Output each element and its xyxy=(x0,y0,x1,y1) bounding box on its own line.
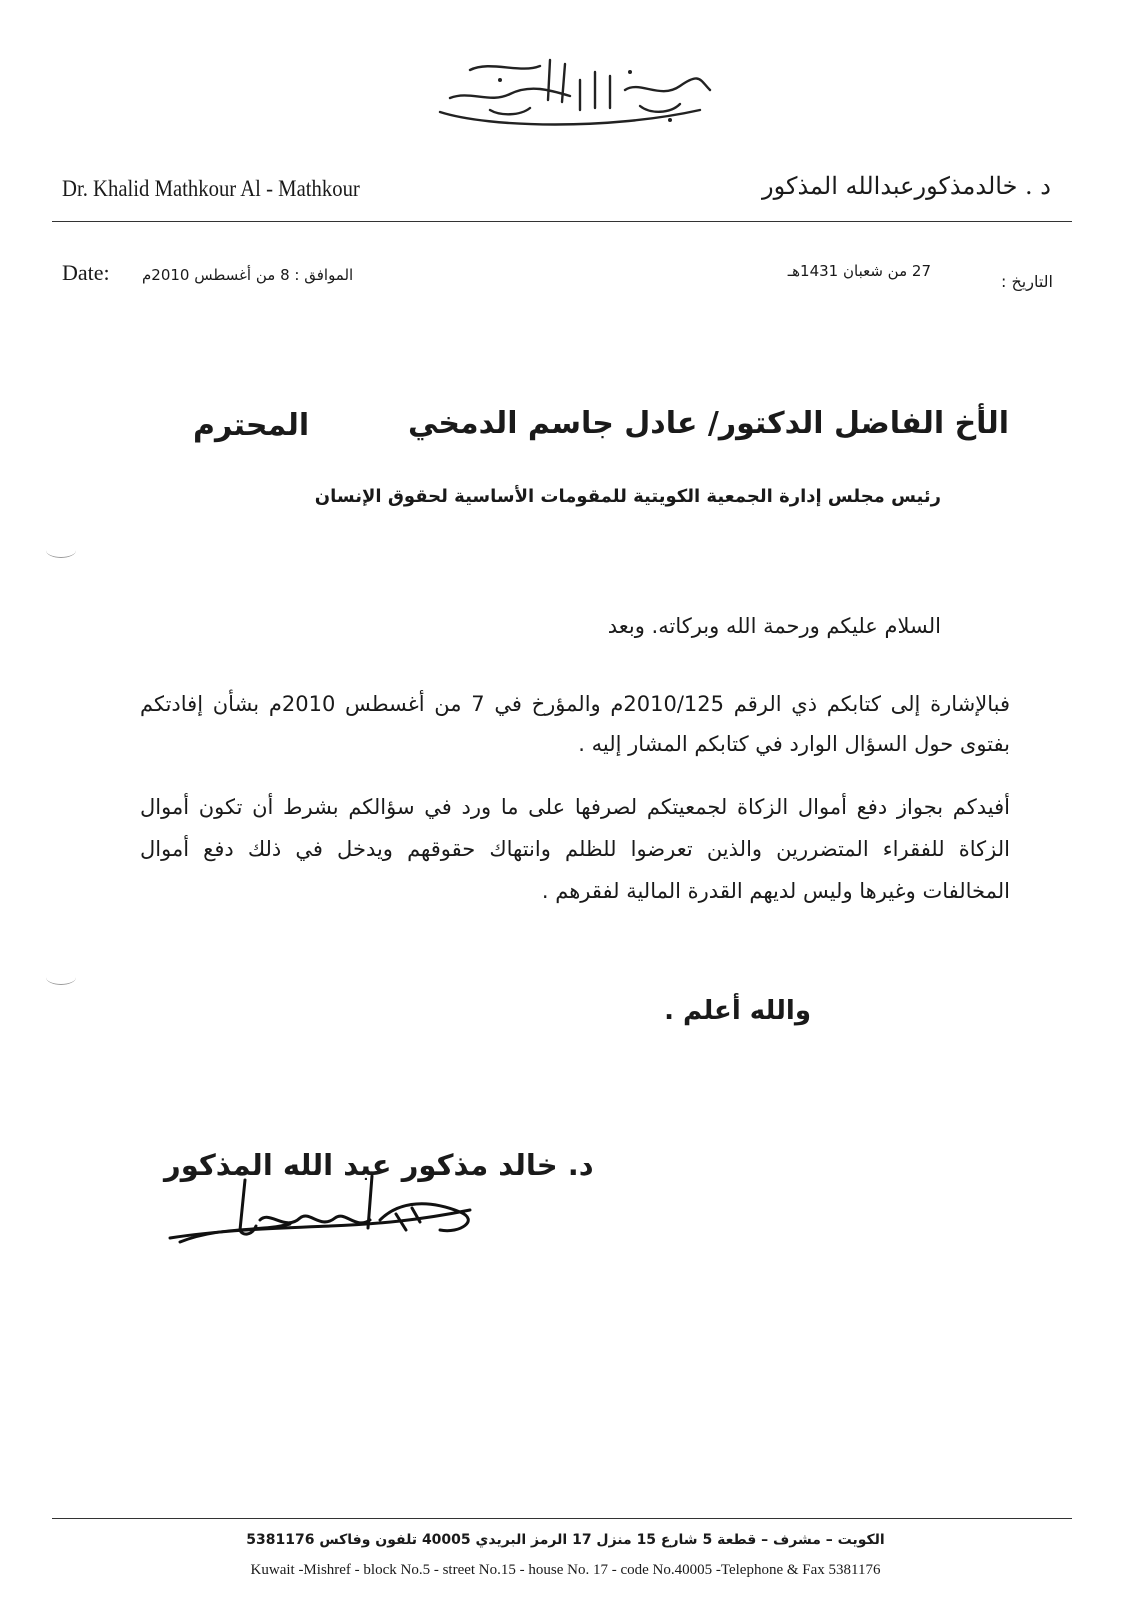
closing-remark: والله أعلم . xyxy=(664,996,811,1026)
handwritten-signature xyxy=(160,1160,490,1260)
letterhead-name-en: Dr. Khalid Mathkour Al - Mathkour xyxy=(62,176,360,201)
date-gregorian: الموافق : 8 من أغسطس 2010م xyxy=(142,266,354,284)
date-label-en: Date: xyxy=(62,260,110,285)
punch-hole-mark xyxy=(46,970,76,985)
body-paragraph-2: أفيدكم بجواز دفع أموال الزكاة لجمعيتكم لصرفها على ما ورد في سؤالكم بشرط أن تكون أموال الزكاة للفقراء المتضررين والذين تعرضوا للظلم وانتهاك حقوقهم ويدخل في ذلك دفع أموال المخالفات وغيرها وليس لديهم القدرة المالية لفقرهم . xyxy=(140,795,1010,903)
date-label-ar: التاريخ : xyxy=(1000,272,1053,291)
footer-address-ar: الكويت – مشرف – قطعة 5 شارع 15 منزل 17 الرمز البريدي 40005 تلفون وفاكس 5381176 xyxy=(246,1532,885,1548)
greeting: السلام عليكم ورحمة الله وبركاته. وبعد xyxy=(607,614,941,638)
addressee-subtitle: رئيس مجلس إدارة الجمعية الكويتية للمقومات الأساسية لحقوق الإنسان xyxy=(314,486,941,507)
addressee-honorific: المحترم xyxy=(193,408,310,443)
signatory-name: د. خالد مذكور عبد الله المذكور xyxy=(164,1148,594,1182)
body-paragraph-1: فبالإشارة إلى كتابكم ذي الرقم 2010/125م والمؤرخ في 7 من أغسطس 2010م بشأن إفادتكم بفتوى حول السؤال الوارد في كتابكم المشار إليه . xyxy=(140,692,1010,756)
header-divider xyxy=(52,221,1072,222)
footer-address-en: Kuwait -Mishref - block No.5 - street No.15 - house No. 17 - code No.40005 -Telephone & Fax 5381176 xyxy=(250,1562,881,1578)
basmala-calligraphy xyxy=(430,50,720,130)
letterhead-name-ar: د . خالدمذكورعبدالله المذكور xyxy=(762,172,1051,200)
punch-hole-mark xyxy=(46,543,76,558)
addressee-title: الأخ الفاضل الدكتور/ عادل جاسم الدمخي xyxy=(408,406,1009,441)
date-hijri: 27 من شعبان 1431هـ xyxy=(787,262,931,280)
footer-divider xyxy=(52,1518,1072,1519)
